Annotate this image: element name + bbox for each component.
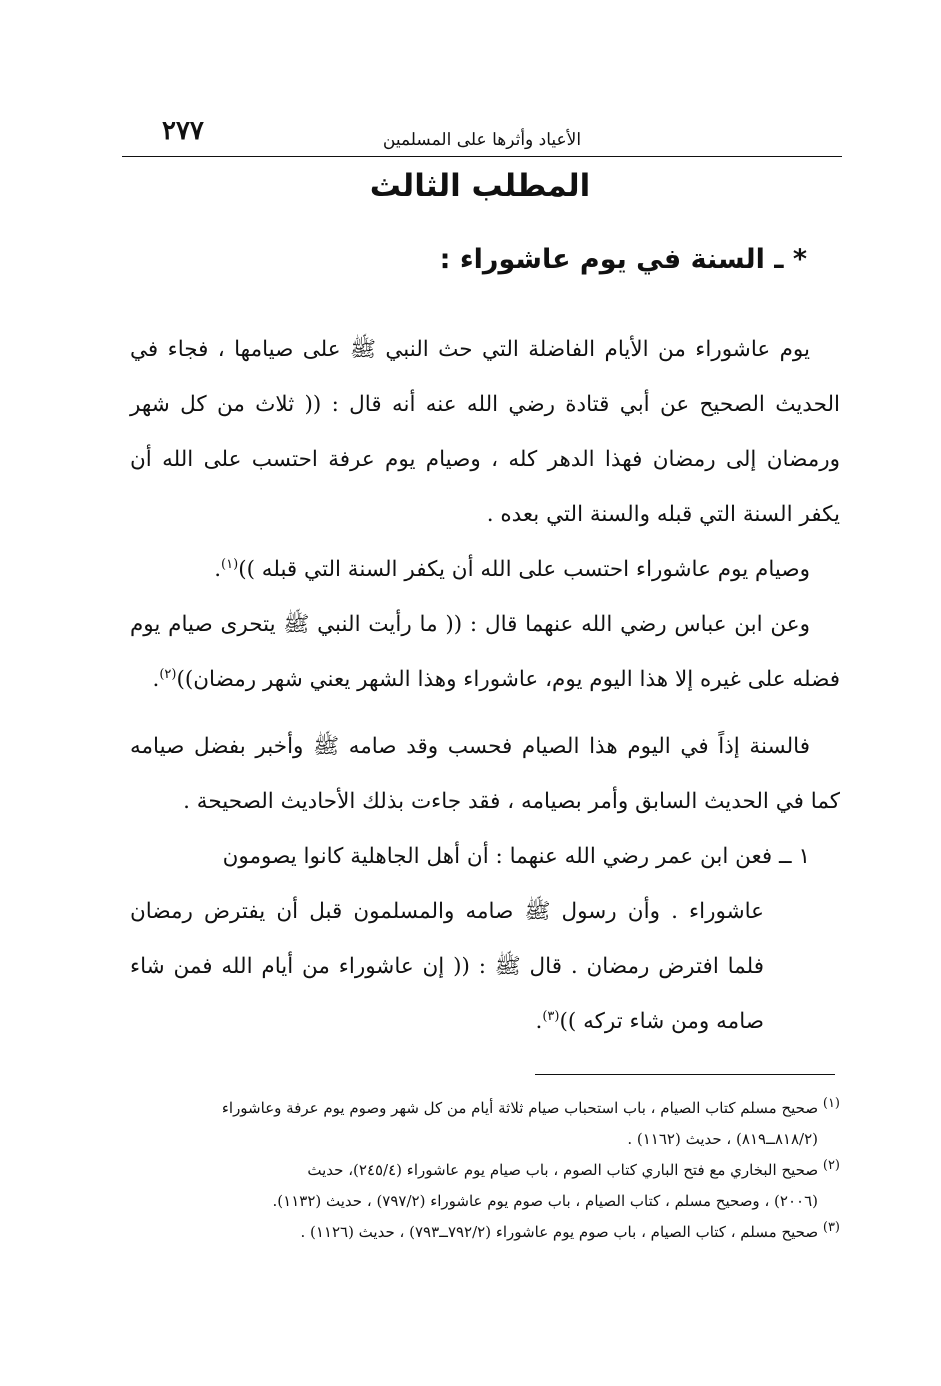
footnote-ref-1: (١) <box>221 556 239 572</box>
book-title: الأعياد وأثرها على المسلمين <box>382 130 582 150</box>
footnote-2-line-2: (٢٠٠٦) ، وصحيح مسلم ، كتاب الصيام ، باب صوم يوم عاشوراء (٧٩٧/٢) ، حديث (١١٣٢). <box>272 1192 818 1210</box>
footnotes <box>130 1093 840 1248</box>
paragraph-5-line-1: ١ ــ فعن ابن عمر رضي الله عنهما : أن أهل الجاهلية كانوا يصومون <box>222 844 810 869</box>
hadith-item-1 <box>130 829 840 1049</box>
footnote-2 <box>130 1155 840 1186</box>
paragraph-2 <box>130 542 840 597</box>
footnote-1 <box>130 1093 840 1124</box>
footnote-3-line-1: صحيح مسلم ، كتاب الصيام ، باب صوم يوم عاشوراء (٧٩٢/٢ــ٧٩٣) ، حديث (١١٢٦) . <box>300 1223 819 1241</box>
paragraph-3 <box>130 597 840 707</box>
running-header <box>122 112 842 160</box>
header-divider <box>122 156 842 157</box>
paragraph-5-text: عاشوراء . وأن رسول ﷺ صامه والمسلمون قبل أن يفترض رمضان فلما افترض رمضان . قال ﷺ : (( إن عاشوراء من أيام الله فمن شاء صامه ومن شاء تركه )) <box>130 899 764 1034</box>
paragraph-2-end: . <box>214 557 222 582</box>
footnote-1-line-1: صحيح مسلم كتاب الصيام ، باب استحباب صيام ثلاثة أيام من كل شهر وصوم يوم عرفة وعاشوراء <box>221 1099 819 1117</box>
footnote-1-line-2: (٨١٨/٢ــ٨١٩) ، حديث (١١٦٢) . <box>627 1130 818 1148</box>
paragraph-4: فالسنة إذاً في اليوم هذا الصيام فحسب وقد صامه ﷺ وأخبر بفضل صيامه كما في الحديث السابق وأمر بصيامه ، فقد جاءت بذلك الأحاديث الصحيحة . <box>130 734 840 814</box>
footnote-divider <box>535 1074 835 1075</box>
paragraph-2-text: وصيام يوم عاشوراء احتسب على الله أن يكفر السنة التي قبله )) <box>238 557 810 582</box>
paragraph-5-rest <box>130 884 840 1049</box>
footnote-ref-2: (٢) <box>159 666 177 682</box>
footnote-3 <box>130 1217 840 1248</box>
body-text <box>130 322 840 1049</box>
footnote-marker-2: (٢) <box>822 1158 840 1173</box>
page-number: ٢٧٧ <box>162 116 204 146</box>
paragraph-3-end: . <box>152 667 160 692</box>
footnote-marker-3: (٣) <box>822 1220 840 1235</box>
paragraph-3-text: وعن ابن عباس رضي الله عنهما قال : (( ما رأيت النبي ﷺ يتحرى صيام يوم فضله على غيره إلا هذا اليوم يوم، عاشوراء وهذا الشهر يعني شهر رمضان)) <box>130 612 840 692</box>
footnote-ref-3: (٣) <box>542 1008 560 1024</box>
footnote-marker-1: (١) <box>822 1096 840 1111</box>
paragraph-5-end: . <box>535 1009 543 1034</box>
subheading: * ـ السنة في يوم عاشوراء : <box>439 244 807 275</box>
footnote-2-line-1: صحيح البخاري مع فتح الباري كتاب الصوم ، باب صيام يوم عاشوراء (٢٤٥/٤)، حديث <box>307 1161 819 1179</box>
paragraph-1: يوم عاشوراء من الأيام الفاضلة التي حث النبي ﷺ على صيامها ، فجاء في الحديث الصحيح عن أبي قتادة رضي الله عنه أنه قال : (( ثلاث من كل شهر ورمضان إلى رمضان فهذا الدهر كله ، وصيام يوم عرفة احتسب على الله أن يكفر السنة التي قبله والسنة التي بعده . <box>130 337 840 527</box>
section-title: المطلب الثالث <box>369 168 591 204</box>
